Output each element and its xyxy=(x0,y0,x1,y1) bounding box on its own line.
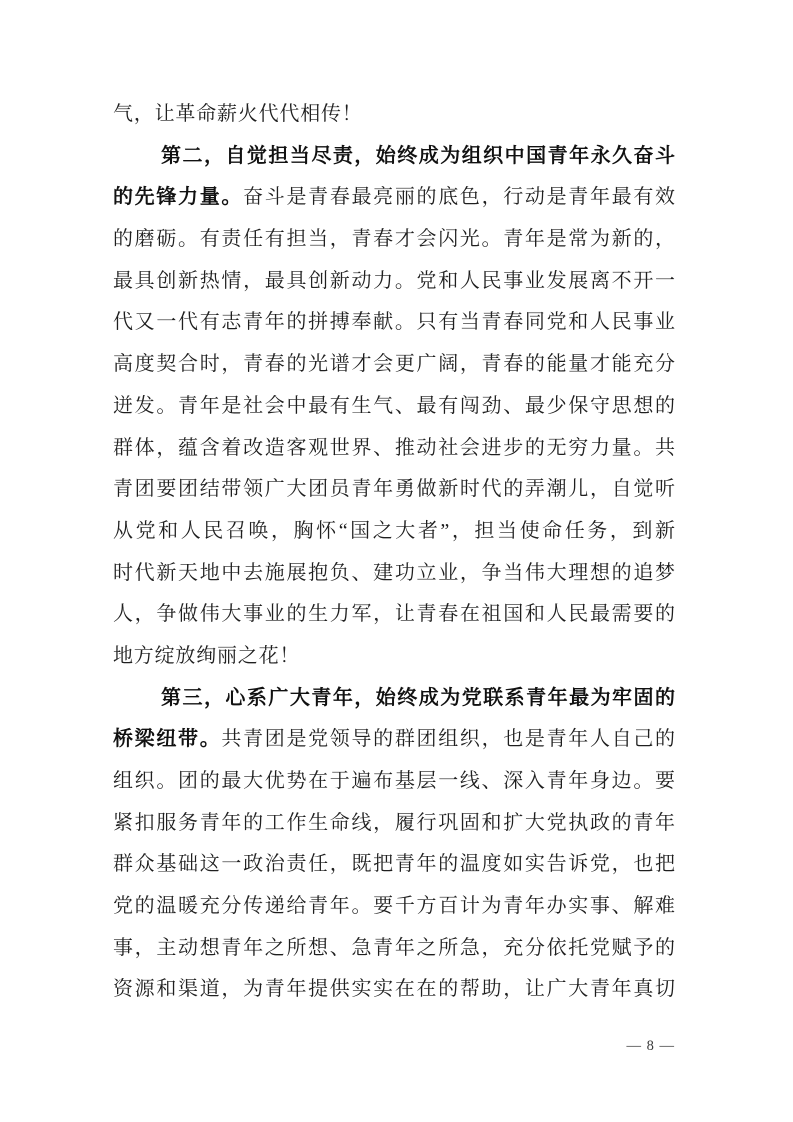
text-line xyxy=(113,761,675,803)
text-line xyxy=(113,302,675,344)
body-text-run: 气，让革命薪火代代相传！ xyxy=(113,103,363,125)
body-text-run: 组织。团的最大优势在于遍布基层一线、深入青年身边。要 xyxy=(113,770,675,792)
body-text-run: 最具创新热情，最具创新动力。党和人民事业发展离不开一 xyxy=(113,269,675,292)
body-text-run: 事，主动想青年之所想、急青年之所急，充分依托党赋予的 xyxy=(113,936,675,959)
bold-text-run: 的先锋力量。 xyxy=(113,186,244,209)
body-text-run: 人，争做伟大事业的生力军，让青春在祖国和人民最需要的 xyxy=(113,603,675,626)
text-line xyxy=(113,428,675,470)
text-line xyxy=(113,636,675,678)
text-line xyxy=(113,94,675,136)
bold-text-run: 第二，自觉担当尽责，始终成为组织中国青年永久奋斗 xyxy=(161,144,675,167)
text-line xyxy=(113,594,675,636)
body-text-run: 从党和人民召唤，胸怀“国之大者”，担当使命任务，到新 xyxy=(113,519,675,542)
text-line xyxy=(113,886,675,928)
page-number: — 8 — xyxy=(626,1038,675,1054)
text-line xyxy=(113,928,675,970)
body-text-run: 群众基础这一政治责任，既把青年的温度如实告诉党，也把 xyxy=(113,853,675,876)
text-line xyxy=(113,844,675,886)
text-line xyxy=(113,719,675,761)
body-text-run: 奋斗是青春最亮丽的底色，行动是青年最有效 xyxy=(243,186,675,209)
bold-text-run: 第三，心系广大青年，始终成为党联系青年最为牢固的 xyxy=(161,686,675,709)
bold-text-run: 桥梁纽带。 xyxy=(113,728,222,751)
body-text-run: 紧扣服务青年的工作生命线，履行巩固和扩大党执政的青年 xyxy=(113,811,675,834)
text-line xyxy=(113,136,675,178)
body-text-run: 青团要团结带领广大团员青年勇做新时代的弄潮儿，自觉听 xyxy=(113,478,675,501)
body-text-run: 资源和渠道，为青年提供实实在在的帮助，让广大青年真切 xyxy=(113,978,675,1001)
text-line xyxy=(113,469,675,511)
body-text-run: 地方绽放绚丽之花！ xyxy=(113,644,301,667)
body-text-run: 党的温暖充分传递给青年。要千方百计为青年办实事、解难 xyxy=(113,895,675,918)
text-line xyxy=(113,969,675,1011)
body-text-run: 代又一代有志青年的拼搏奉献。只有当青春同党和人民事业 xyxy=(113,311,675,334)
text-line xyxy=(113,177,675,219)
body-text-run: 的磨砺。有责任有担当，青春才会闪光。青年是常为新的， xyxy=(113,228,675,251)
text-line xyxy=(113,344,675,386)
body-text-run: 共青团是党领导的群团组织，也是青年人自己的 xyxy=(221,728,675,751)
text-line xyxy=(113,219,675,261)
text-line xyxy=(113,803,675,845)
body-text-run: 高度契合时，青春的光谱才会更广阔，青春的能量才能充分 xyxy=(113,353,675,376)
text-line xyxy=(113,678,675,720)
document-text xyxy=(113,94,675,1011)
body-text-run: 时代新天地中去施展抱负、建功立业，争当伟大理想的追梦 xyxy=(113,561,675,584)
body-text-run: 迸发。青年是社会中最有生气、最有闯劲、最少保守思想的 xyxy=(113,394,675,417)
text-line xyxy=(113,261,675,303)
text-line xyxy=(113,386,675,428)
text-line xyxy=(113,511,675,553)
body-text-run: 群体，蕴含着改造客观世界、推动社会进步的无穷力量。共 xyxy=(113,436,675,459)
text-line xyxy=(113,553,675,595)
